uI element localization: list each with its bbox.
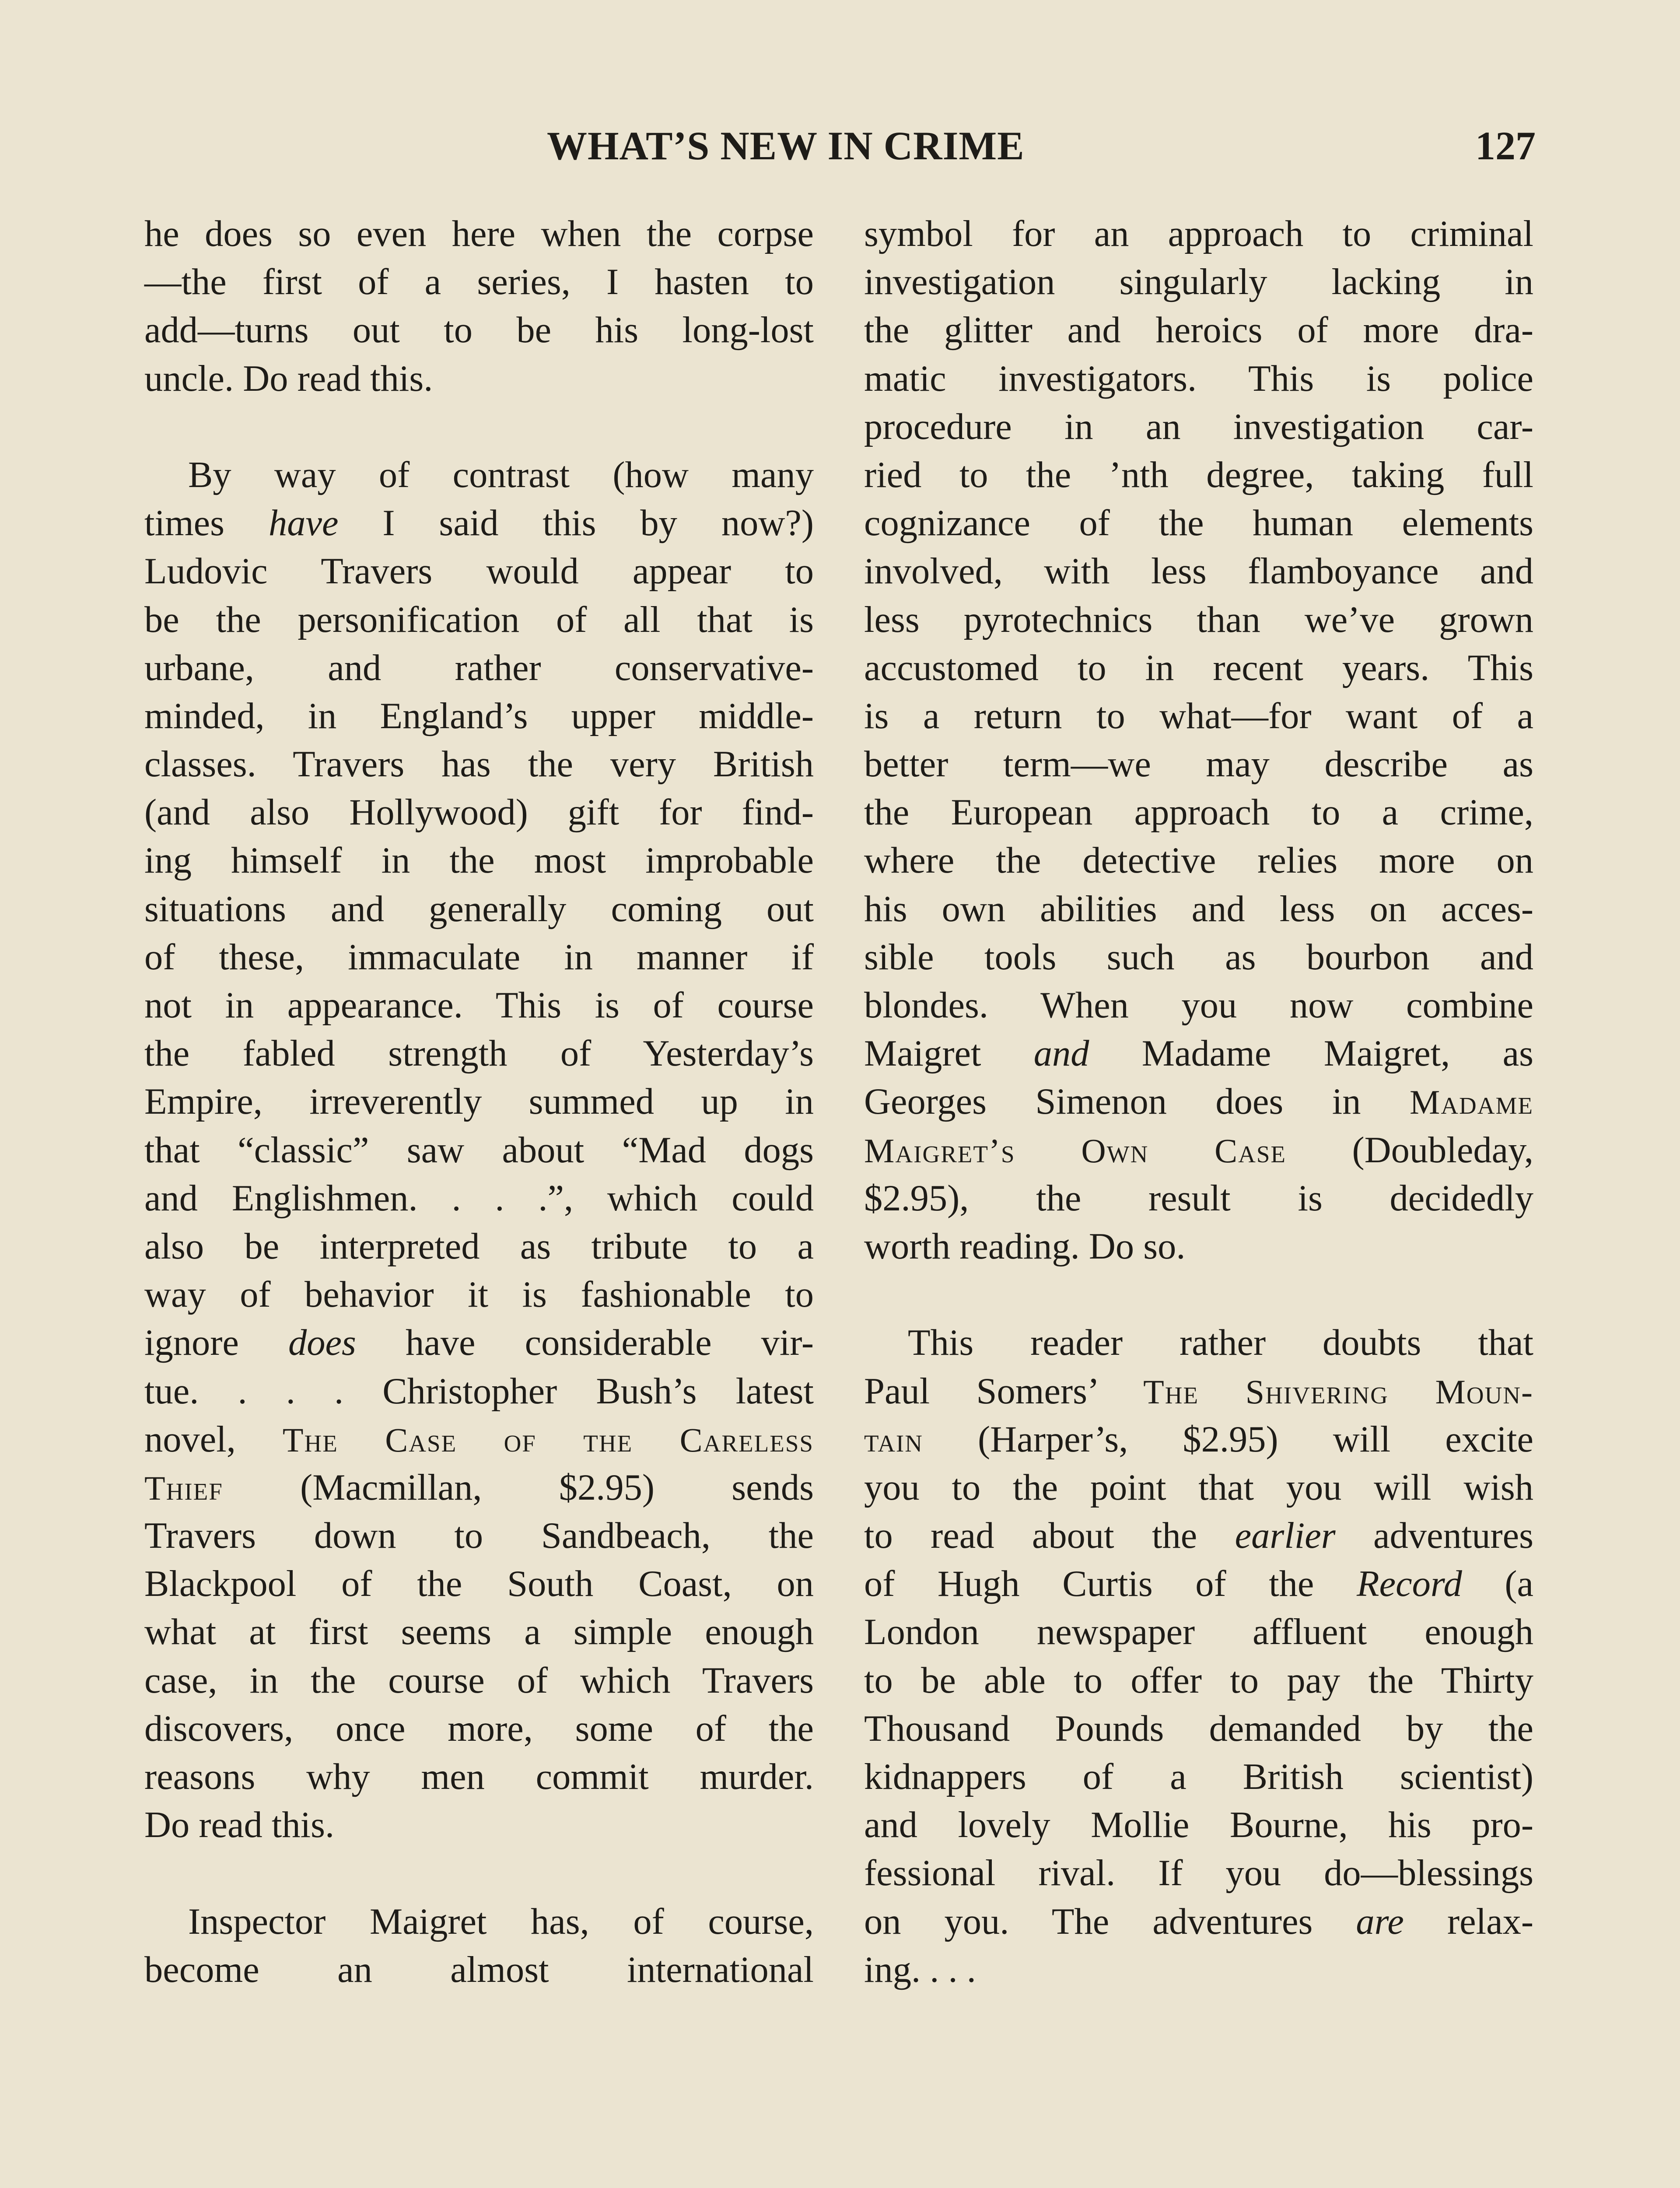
text-line: Georges Simenon does in Madame [864, 1081, 1533, 1122]
text-line: accustomed to in recent years. This [864, 647, 1533, 688]
text-line: of these, immaculate in manner if [144, 936, 814, 978]
text-line: kidnappers of a British scientist) [864, 1757, 1533, 1797]
paragraph-gap [864, 1271, 1533, 1319]
text-line: to be able to offer to pay the Thirty [864, 1660, 1533, 1701]
text-line: procedure in an investigation car- [864, 406, 1533, 447]
text-line: By way of contrast (how many [188, 454, 814, 495]
text-line: investigation singularly lacking in [864, 262, 1533, 303]
text-line: better term—we may describe as [864, 744, 1533, 785]
text-line: way of behavior it is fashionable to [144, 1274, 814, 1315]
book-title: tain [864, 1420, 923, 1459]
text-line: is a return to what—for want of a [864, 695, 1533, 736]
text-line: involved, with less flamboyance and [864, 551, 1533, 592]
text-line: classes. Travers has the very British [144, 744, 814, 785]
text-line: uncle. Do read this. [144, 358, 433, 399]
text-line: reasons why men commit murder. [144, 1757, 814, 1797]
text-line: of Hugh Curtis of the Record (a [864, 1564, 1533, 1605]
book-title: Maigret’s Own Case [864, 1131, 1287, 1170]
text-line: symbol for an approach to criminal [864, 214, 1533, 254]
text-line: the glitter and heroics of more dra- [864, 310, 1533, 351]
text-line: case, in the course of which Travers [144, 1660, 814, 1701]
left-column [144, 210, 814, 1994]
text-line: on you. The adventures are relax- [864, 1901, 1533, 1942]
text-line: Empire, irreverently summed up in [144, 1081, 814, 1122]
text-line: London newspaper affluent enough [864, 1612, 1533, 1653]
text-line: less pyrotechnics than we’ve grown [864, 599, 1533, 640]
text-line: he does so even here when the corpse [144, 214, 814, 254]
text-line: $2.95), the result is decidedly [864, 1178, 1533, 1219]
text-line: also be interpreted as tribute to a [144, 1226, 814, 1267]
text-line: Maigret’s Own Case (Doubleday, [864, 1129, 1533, 1171]
text-line: not in appearance. This is of course [144, 985, 814, 1026]
text-line: tue. . . . Christopher Bush’s latest [144, 1371, 814, 1412]
text-line: This reader rather doubts that [908, 1322, 1533, 1364]
page-number: 127 [1475, 123, 1536, 168]
book-title: The Case of the Careless [282, 1420, 814, 1459]
text-line: (and also Hollywood) gift for find- [144, 792, 814, 833]
text-line: —the first of a series, I hasten to [144, 262, 814, 303]
text-line: cognizance of the human elements [864, 503, 1533, 544]
book-title: The Shivering Moun- [1143, 1372, 1533, 1411]
text-line: the European approach to a crime, [864, 792, 1533, 833]
text-line: ignore does have considerable vir- [144, 1322, 814, 1364]
text-line: times have I said this by now?) [144, 503, 814, 544]
text-line: matic investigators. This is police [864, 358, 1533, 399]
text-line: discovers, once more, some of the [144, 1708, 814, 1749]
text-line: and Englishmen. . . .”, which could [144, 1178, 814, 1219]
text-line: urbane, and rather conservative- [144, 647, 814, 688]
text-line: what at first seems a simple enough [144, 1612, 814, 1653]
text-line: minded, in England’s upper middle- [144, 695, 814, 736]
text-line: to read about the earlier adventures [864, 1515, 1534, 1557]
text-line: Blackpool of the South Coast, on [144, 1564, 814, 1605]
running-header [547, 123, 1536, 179]
text-line: the fabled strength of Yesterday’s [144, 1033, 814, 1074]
text-line: situations and generally coming out [144, 888, 814, 929]
text-line: Do read this. [144, 1805, 335, 1846]
text-line: Thief (Macmillan, $2.95) sends [144, 1467, 814, 1508]
text-line: be the personification of all that is [144, 599, 814, 640]
book-title: Madame [1409, 1083, 1533, 1122]
text-line: you to the point that you will wish [864, 1467, 1533, 1508]
text-line: novel, The Case of the Careless [144, 1419, 814, 1460]
text-line: Inspector Maigret has, of course, [188, 1901, 814, 1942]
text-line: worth reading. Do so. [864, 1226, 1186, 1267]
page-title: WHAT’S NEW IN CRIME [547, 123, 1025, 168]
paragraph-gap [144, 403, 814, 451]
text-line: blondes. When you now combine [864, 985, 1533, 1026]
text-line: and lovely Mollie Bourne, his pro- [864, 1805, 1533, 1846]
right-column [864, 210, 1533, 1994]
text-line: where the detective relies more on [864, 840, 1533, 881]
text-line: Ludovic Travers would appear to [144, 551, 814, 592]
text-line: sible tools such as bourbon and [864, 936, 1533, 978]
text-line: Maigret and Madame Maigret, as [864, 1033, 1533, 1074]
text-line: Thousand Pounds demanded by the [864, 1708, 1533, 1749]
text-line: ried to the ’nth degree, taking full [864, 454, 1533, 495]
text-line: add—turns out to be his long-lost [144, 310, 814, 351]
text-line: tain (Harper’s, $2.95) will excite [864, 1419, 1533, 1460]
text-line: become an almost international [144, 1949, 814, 1990]
text-line: Paul Somers’ The Shivering Moun- [864, 1371, 1533, 1412]
text-line: ing himself in the most improbable [144, 840, 814, 881]
text-line: his own abilities and less on acces- [864, 888, 1533, 929]
book-title: Thief [144, 1469, 223, 1507]
text-line: Travers down to Sandbeach, the [144, 1515, 814, 1557]
text-line: that “classic” saw about “Mad dogs [144, 1129, 814, 1171]
text-line: ing. . . . [864, 1949, 976, 1990]
text-line: fessional rival. If you do—blessings [864, 1853, 1533, 1894]
paragraph-gap [144, 1849, 814, 1897]
